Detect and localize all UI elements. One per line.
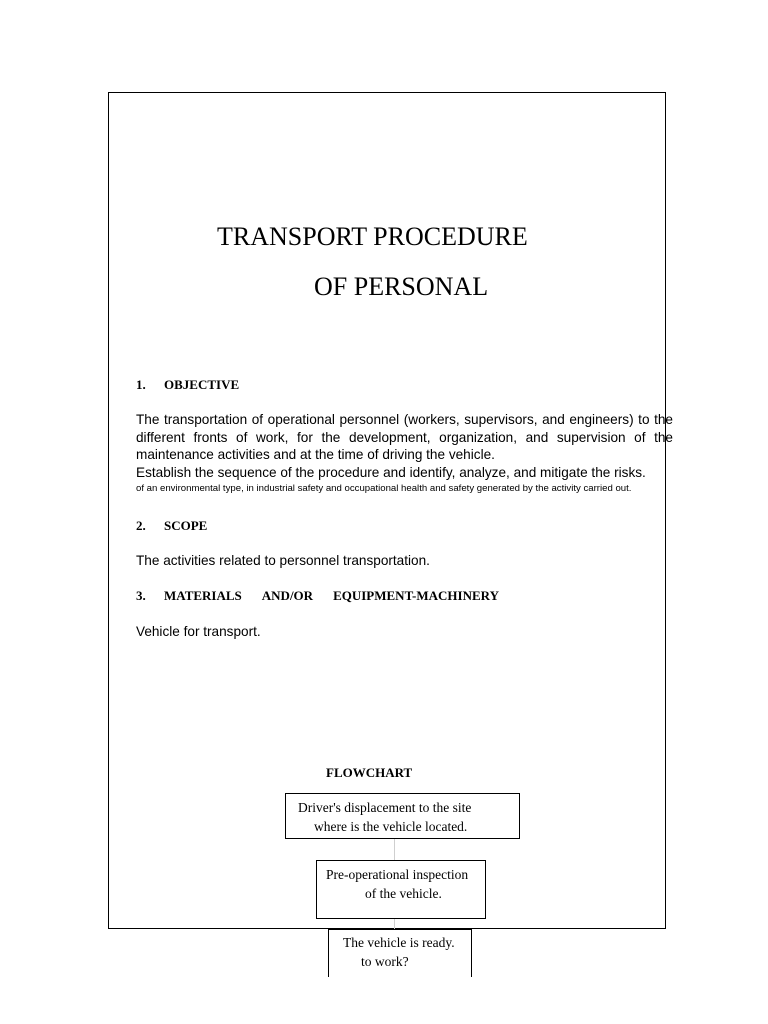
flowchart-step-line: Pre-operational inspection bbox=[326, 867, 469, 882]
objective-line-3: maintenance activities and at the time of driving the vehicle. bbox=[136, 447, 495, 462]
flowchart-step-line: Driver's displacement to the site bbox=[298, 800, 472, 815]
section-number: 1. bbox=[136, 377, 146, 392]
flowchart-step-2 bbox=[316, 860, 486, 919]
objective-paragraph bbox=[136, 411, 673, 464]
objective-small-text: of an environmental type, in industrial safety and occupational health and safety generated by the activity carried out. bbox=[136, 483, 632, 494]
objective-line-2: different fronts of work, for the development, organization, and supervision of the bbox=[136, 429, 673, 445]
flowchart-connector bbox=[394, 839, 395, 860]
section-heading-objective bbox=[136, 377, 239, 393]
flowchart-decision-step bbox=[328, 929, 472, 977]
section-heading-materials bbox=[136, 588, 499, 604]
flowchart-connector bbox=[394, 919, 395, 929]
flowchart-step-line: where is the vehicle located. bbox=[314, 819, 468, 834]
flowchart-step-line: of the vehicle. bbox=[365, 886, 442, 901]
objective-line-1: The transportation of operational personnel (workers, supervisors, and engineers) to the bbox=[136, 412, 673, 427]
flowchart-step-1 bbox=[285, 793, 520, 839]
section-number: 3. bbox=[136, 588, 146, 603]
flowchart-step-line: to work? bbox=[361, 954, 409, 969]
objective-paragraph-2: Establish the sequence of the procedure and identify, analyze, and mitigate the risks. bbox=[136, 465, 646, 480]
materials-paragraph: Vehicle for transport. bbox=[136, 624, 261, 639]
flowchart-step-line: The vehicle is ready. bbox=[343, 935, 455, 950]
section-title-word-3: EQUIPMENT-MACHINERY bbox=[333, 588, 499, 603]
scope-paragraph: The activities related to personnel transportation. bbox=[136, 553, 430, 568]
section-title: OBJECTIVE bbox=[164, 377, 240, 392]
section-title: SCOPE bbox=[164, 518, 208, 533]
flowchart-title: FLOWCHART bbox=[326, 765, 413, 780]
section-title-word-2: AND/OR bbox=[261, 588, 314, 603]
section-number: 2. bbox=[136, 518, 146, 533]
document-title-line-1: TRANSPORT PROCEDURE bbox=[217, 222, 528, 251]
section-heading-scope bbox=[136, 518, 207, 534]
section-title-word-1: MATERIALS bbox=[164, 588, 242, 603]
document-title-line-2: OF PERSONAL bbox=[314, 272, 489, 301]
